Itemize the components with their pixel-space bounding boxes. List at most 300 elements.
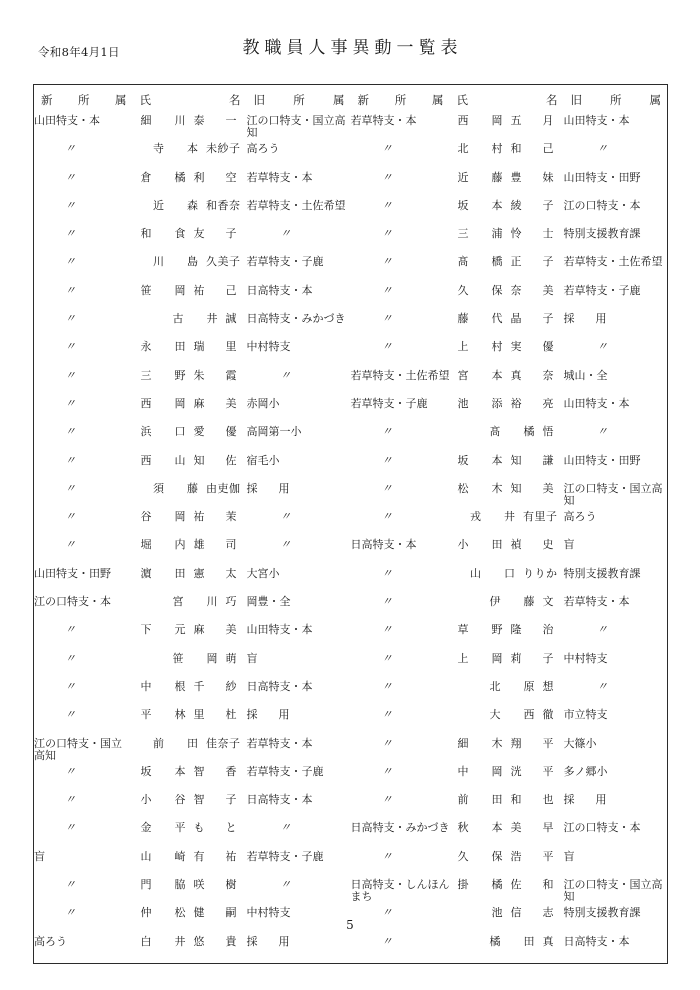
surname: 平 林	[140, 708, 192, 722]
old-affiliation-text: 江の口特支・本	[563, 198, 641, 212]
surname: 仲 松	[140, 906, 192, 920]
person-name-cell	[450, 568, 564, 596]
old-affiliation-cell	[247, 681, 351, 709]
ditto-icon: 〃	[64, 651, 76, 665]
transfer-table-wrapper	[33, 84, 667, 964]
old-affiliation-cell	[247, 624, 351, 652]
given-name: 翔 平	[510, 736, 559, 750]
ditto-icon: 〃	[381, 142, 393, 156]
old-affiliation-ditto	[247, 879, 351, 907]
new-affiliation-ditto	[351, 511, 450, 539]
surname: 金 平	[140, 821, 192, 835]
old-affiliation-cell	[247, 341, 351, 369]
new-affiliation-ditto	[351, 681, 450, 709]
person-name-cell	[133, 483, 247, 511]
person-name-cell	[133, 398, 247, 426]
new-affiliation-ditto	[34, 681, 133, 709]
old-affiliation-cell	[247, 568, 351, 596]
ditto-icon: 〃	[381, 312, 393, 326]
surname: 秋 本	[457, 821, 509, 835]
given-name: 綾 子	[510, 198, 559, 212]
ditto-icon: 〃	[381, 481, 393, 495]
ditto-icon: 〃	[280, 510, 291, 524]
page-number: 5	[346, 918, 354, 932]
ditto-icon: 〃	[280, 538, 291, 552]
person-name-cell	[133, 822, 247, 850]
new-affiliation-ditto	[351, 794, 450, 822]
old-affiliation-cell	[564, 455, 668, 483]
ditto-icon: 〃	[64, 878, 76, 892]
old-affiliation-text: 高岡第一小	[246, 425, 302, 439]
old-affiliation-ditto	[247, 228, 351, 256]
header-name-right	[450, 85, 564, 116]
given-name: 瑞 里	[193, 340, 242, 354]
given-name: 健 嗣	[193, 906, 242, 920]
person-name-cell	[133, 228, 247, 256]
table-header	[34, 85, 668, 116]
new-affiliation-ditto	[351, 851, 450, 879]
header-char: 旧	[570, 93, 582, 107]
table-row	[34, 483, 668, 511]
old-affiliation-cell	[247, 936, 351, 964]
header-old-affiliation-right	[564, 85, 668, 116]
header-char: 名	[229, 93, 241, 107]
surname: 笹 岡	[140, 283, 192, 297]
given-name: 莉 子	[510, 651, 559, 665]
ditto-icon: 〃	[280, 227, 291, 241]
table-row	[34, 738, 668, 766]
person-name-cell	[133, 568, 247, 596]
ditto-icon: 〃	[381, 764, 393, 778]
table-row	[34, 228, 668, 256]
table-row	[34, 172, 668, 200]
person-name-cell	[133, 200, 247, 228]
old-affiliation-text: 山田特支・本	[563, 396, 630, 410]
new-affiliation-text: 盲	[34, 849, 45, 863]
person-name-cell	[133, 624, 247, 652]
old-affiliation-text: 日高特支・本	[246, 679, 313, 693]
new-affiliation-cell	[34, 568, 133, 596]
given-name: 裕 亮	[510, 396, 559, 410]
old-affiliation-cell	[564, 228, 668, 256]
surname: 橘 田	[489, 934, 541, 948]
person-name-cell	[450, 794, 564, 822]
given-name: 泰 一	[193, 114, 242, 127]
header-row	[34, 85, 668, 116]
old-affiliation-text: 城山・全	[563, 368, 608, 382]
header-char: 属	[115, 93, 127, 107]
new-affiliation-cell	[34, 851, 133, 879]
ditto-icon: 〃	[381, 453, 393, 467]
ditto-icon: 〃	[64, 793, 76, 807]
person-name-cell	[133, 455, 247, 483]
new-affiliation-ditto	[34, 539, 133, 567]
person-name-cell	[450, 653, 564, 681]
header-char: 所	[78, 93, 90, 107]
given-name: 隆 治	[510, 623, 559, 637]
old-affiliation-text: 特別支援教育課	[563, 906, 641, 920]
person-name-cell	[450, 313, 564, 341]
person-name-cell	[133, 794, 247, 822]
old-affiliation-text: 大篠小	[563, 736, 597, 750]
new-affiliation-ditto	[351, 285, 450, 313]
old-affiliation-cell	[564, 370, 668, 398]
surname: 坂 本	[457, 198, 509, 212]
person-name-cell	[133, 681, 247, 709]
surname: 上 岡	[457, 651, 509, 665]
surname: 門 脇	[140, 878, 192, 892]
given-name: 麻 美	[193, 396, 242, 410]
old-affiliation-cell	[247, 738, 351, 766]
surname: 川 島	[153, 255, 204, 269]
ditto-icon: 〃	[381, 906, 393, 920]
person-name-cell	[450, 766, 564, 794]
surname: 北 村	[457, 142, 509, 156]
given-name: 祐 茉	[193, 510, 242, 524]
old-affiliation-text: 中村特支	[246, 340, 291, 354]
given-name: 友 子	[193, 227, 242, 241]
new-affiliation-ditto	[351, 624, 450, 652]
new-affiliation-ditto	[351, 483, 450, 511]
new-affiliation-text: 江の口特支・国立高知	[34, 736, 122, 762]
ditto-icon: 〃	[64, 538, 76, 552]
given-name: 和 也	[510, 793, 559, 807]
ditto-icon: 〃	[381, 340, 393, 354]
old-affiliation-text: 山田特支・本	[563, 114, 630, 127]
old-affiliation-text: 盲	[563, 538, 575, 552]
old-affiliation-text: 若草特支・土佐希望	[246, 198, 346, 212]
new-affiliation-ditto	[351, 455, 450, 483]
given-name: 怜 士	[510, 227, 559, 241]
surname: 久 保	[457, 283, 509, 297]
ditto-icon: 〃	[64, 453, 76, 467]
old-affiliation-cell	[247, 143, 351, 171]
table-row	[34, 568, 668, 596]
surname: 宮 川	[172, 595, 224, 609]
old-affiliation-ditto	[564, 143, 668, 171]
new-affiliation-ditto	[34, 256, 133, 284]
surname: 細 木	[457, 736, 509, 750]
new-affiliation-cell	[351, 115, 450, 143]
old-affiliation-cell	[247, 200, 351, 228]
old-affiliation-ditto	[247, 539, 351, 567]
ditto-icon: 〃	[381, 679, 393, 693]
person-name-cell	[133, 738, 247, 766]
old-affiliation-ditto	[247, 822, 351, 850]
old-affiliation-cell	[564, 822, 668, 850]
surname: 白 井	[140, 934, 192, 948]
person-name-cell	[133, 256, 247, 284]
given-name: 真	[542, 934, 559, 948]
surname: 戎 井	[470, 510, 521, 524]
surname: 中 岡	[457, 764, 509, 778]
new-affiliation-text: 若草特支・子鹿	[350, 396, 428, 410]
ditto-icon: 〃	[64, 623, 76, 637]
ditto-icon: 〃	[381, 736, 393, 750]
new-affiliation-cell	[34, 936, 133, 964]
old-affiliation-cell	[247, 653, 351, 681]
table-row	[34, 879, 668, 907]
surname: 伊 藤	[489, 595, 541, 609]
surname: 池	[491, 906, 509, 920]
given-name: 萌	[225, 651, 242, 665]
given-name: 有里子	[523, 510, 558, 524]
ditto-icon: 〃	[381, 623, 393, 637]
surname: 須 藤	[153, 481, 204, 495]
new-affiliation-ditto	[34, 398, 133, 426]
old-affiliation-cell	[564, 313, 668, 341]
old-affiliation-text: 山田特支・本	[246, 623, 313, 637]
surname: 藤 代	[457, 312, 509, 326]
given-name: 信 志	[510, 906, 559, 920]
old-affiliation-cell	[247, 256, 351, 284]
ditto-icon: 〃	[381, 934, 393, 948]
given-name: 知 佐	[193, 453, 242, 467]
ditto-icon: 〃	[381, 198, 393, 212]
given-name: 禎 史	[510, 538, 559, 552]
old-affiliation-cell	[564, 936, 668, 964]
surname: 三 野	[140, 368, 192, 382]
given-name: 憲 太	[193, 566, 242, 580]
header-name-left	[133, 85, 247, 116]
header-char: 所	[610, 93, 622, 107]
old-affiliation-text: 江の口特支・国立高知	[563, 481, 663, 508]
old-affiliation-text: 若草特支・本	[246, 170, 313, 184]
table-row	[34, 426, 668, 454]
given-name: 徹	[542, 708, 559, 722]
old-affiliation-ditto	[247, 370, 351, 398]
new-affiliation-cell	[351, 822, 450, 850]
old-affiliation-cell	[564, 709, 668, 737]
surname: 和 食	[140, 227, 192, 241]
person-name-cell	[450, 285, 564, 313]
new-affiliation-ditto	[351, 313, 450, 341]
person-name-cell	[450, 200, 564, 228]
old-affiliation-text: 日高特支・本	[563, 934, 630, 948]
ditto-icon: 〃	[280, 878, 291, 892]
new-affiliation-text: 若草特支・土佐希望	[350, 368, 450, 382]
new-affiliation-ditto	[351, 228, 450, 256]
new-affiliation-cell	[351, 398, 450, 426]
ditto-icon: 〃	[381, 227, 393, 241]
old-affiliation-text: 岡豊・全	[246, 595, 291, 609]
table-row	[34, 370, 668, 398]
old-affiliation-text: 採 用	[563, 793, 612, 807]
new-affiliation-text: 江の口特支・本	[34, 595, 111, 609]
person-name-cell	[133, 539, 247, 567]
table-body	[34, 115, 668, 964]
new-affiliation-ditto	[34, 370, 133, 398]
person-name-cell	[450, 455, 564, 483]
person-name-cell	[450, 256, 564, 284]
person-name-cell	[450, 398, 564, 426]
person-name-cell	[450, 341, 564, 369]
table-row	[34, 766, 668, 794]
surname: 近 藤	[457, 170, 509, 184]
ditto-icon: 〃	[381, 595, 393, 609]
new-affiliation-ditto	[34, 624, 133, 652]
old-affiliation-cell	[247, 398, 351, 426]
given-name: 里 杜	[193, 708, 242, 722]
new-affiliation-ditto	[34, 313, 133, 341]
given-name: 祐 己	[193, 283, 242, 297]
header-char: 所	[394, 93, 407, 107]
table-row	[34, 624, 668, 652]
ditto-icon: 〃	[596, 425, 608, 439]
given-name: 知 謙	[510, 453, 559, 467]
old-affiliation-text: 日高特支・本	[246, 793, 313, 807]
new-affiliation-ditto	[351, 426, 450, 454]
ditto-icon: 〃	[64, 906, 76, 920]
ditto-icon: 〃	[64, 283, 76, 297]
person-name-cell	[450, 596, 564, 624]
old-affiliation-text: 江の口特支・国立高知	[563, 878, 663, 904]
table-row	[34, 653, 668, 681]
surname: 浜 口	[140, 425, 192, 439]
new-affiliation-text: 山田特支・本	[34, 114, 100, 127]
old-affiliation-text: 多ノ郷小	[563, 764, 608, 778]
new-affiliation-text: 日高特支・本	[350, 538, 417, 552]
old-affiliation-text: 市立特支	[563, 708, 608, 722]
new-affiliation-ditto	[34, 794, 133, 822]
old-affiliation-cell	[247, 455, 351, 483]
old-affiliation-text: 中村特支	[563, 651, 608, 665]
old-affiliation-cell	[564, 172, 668, 200]
old-affiliation-text: 江の口特支・本	[563, 821, 641, 835]
new-affiliation-ditto	[351, 172, 450, 200]
person-name-cell	[450, 936, 564, 964]
new-affiliation-cell	[34, 596, 133, 624]
table-row	[34, 511, 668, 539]
ditto-icon: 〃	[280, 368, 291, 382]
new-affiliation-ditto	[34, 426, 133, 454]
old-affiliation-cell	[247, 172, 351, 200]
new-affiliation-cell	[34, 115, 133, 143]
surname: 松 木	[457, 481, 509, 495]
surname: 髙 橘	[489, 425, 541, 439]
new-affiliation-ditto	[351, 568, 450, 596]
person-name-cell	[450, 483, 564, 511]
person-name-cell	[450, 143, 564, 171]
given-name: 知 美	[510, 481, 559, 495]
surname: 倉 橘	[140, 170, 192, 184]
surname: 小 谷	[140, 793, 192, 807]
ditto-icon: 〃	[64, 510, 76, 524]
ditto-icon: 〃	[64, 708, 76, 722]
old-affiliation-text: 山田特支・田野	[563, 453, 641, 467]
person-name-cell	[133, 596, 247, 624]
new-affiliation-ditto	[34, 766, 133, 794]
old-affiliation-ditto	[564, 426, 668, 454]
table-row	[34, 596, 668, 624]
given-name: 晶 子	[510, 312, 559, 326]
surname: 小 田	[457, 538, 509, 552]
new-affiliation-cell	[34, 738, 133, 766]
header-char: 旧	[253, 93, 265, 107]
old-affiliation-text: 採 用	[246, 708, 295, 722]
person-name-cell	[133, 115, 247, 143]
surname: 堀 内	[140, 538, 192, 552]
surname: 久 保	[457, 849, 509, 863]
ditto-icon: 〃	[381, 651, 393, 665]
person-name-cell	[133, 370, 247, 398]
person-name-cell	[133, 851, 247, 879]
old-affiliation-cell	[247, 766, 351, 794]
old-affiliation-text: 若草特支・本	[246, 736, 313, 750]
given-name: 洸 平	[510, 764, 559, 778]
surname: 髙 橋	[457, 255, 509, 269]
table-row	[34, 709, 668, 737]
old-affiliation-text: 江の口特支・国立高知	[246, 114, 346, 140]
ditto-icon: 〃	[64, 142, 76, 156]
given-name: 真 奈	[510, 368, 559, 382]
old-affiliation-cell	[247, 313, 351, 341]
old-affiliation-cell	[247, 851, 351, 879]
person-name-cell	[450, 681, 564, 709]
given-name: 豊 妹	[510, 170, 559, 184]
ditto-icon: 〃	[64, 679, 76, 693]
new-affiliation-ditto	[34, 879, 133, 907]
given-name: 和香奈	[206, 198, 241, 212]
ditto-icon: 〃	[381, 510, 393, 524]
table-row	[34, 794, 668, 822]
old-affiliation-cell	[564, 398, 668, 426]
old-affiliation-cell	[247, 709, 351, 737]
old-affiliation-cell	[564, 539, 668, 567]
old-affiliation-text: 盲	[246, 651, 258, 665]
new-affiliation-ditto	[351, 738, 450, 766]
old-affiliation-cell	[247, 483, 351, 511]
old-affiliation-text: 若草特支・子鹿	[563, 283, 641, 297]
ditto-icon: 〃	[381, 425, 393, 439]
ditto-icon: 〃	[64, 821, 76, 835]
given-name: 愛 優	[193, 425, 242, 439]
old-affiliation-cell	[564, 596, 668, 624]
old-affiliation-cell	[247, 115, 351, 143]
person-name-cell	[450, 115, 564, 143]
ditto-icon: 〃	[64, 170, 76, 184]
old-affiliation-cell	[247, 596, 351, 624]
given-name: 奈 美	[510, 283, 559, 297]
person-name-cell	[450, 511, 564, 539]
surname: 山 崎	[140, 849, 192, 863]
person-name-cell	[133, 341, 247, 369]
table-row	[34, 200, 668, 228]
new-affiliation-ditto	[351, 766, 450, 794]
person-name-cell	[133, 936, 247, 964]
given-name: 有 祐	[193, 849, 242, 863]
given-name: 佐 和	[510, 878, 559, 892]
header-new-affiliation-right	[351, 85, 450, 116]
old-affiliation-text: 若草特支・土佐希望	[563, 255, 663, 269]
header-char: 新	[41, 93, 53, 107]
header-char: 名	[546, 93, 558, 107]
old-affiliation-cell	[564, 766, 668, 794]
new-affiliation-ditto	[351, 200, 450, 228]
surname: 寺 本	[153, 142, 204, 156]
given-name: 雄 司	[193, 538, 242, 552]
new-affiliation-ditto	[351, 936, 450, 964]
given-name: 由吏伽	[206, 481, 241, 495]
ditto-icon: 〃	[596, 679, 608, 693]
surname: 下 元	[140, 623, 192, 637]
old-affiliation-text: 高ろう	[563, 510, 597, 524]
document-date: 令和8年4月1日	[38, 45, 120, 59]
ditto-icon: 〃	[64, 227, 76, 241]
person-name-cell	[450, 624, 564, 652]
person-name-cell	[450, 426, 564, 454]
old-affiliation-text: 若草特支・本	[563, 595, 630, 609]
